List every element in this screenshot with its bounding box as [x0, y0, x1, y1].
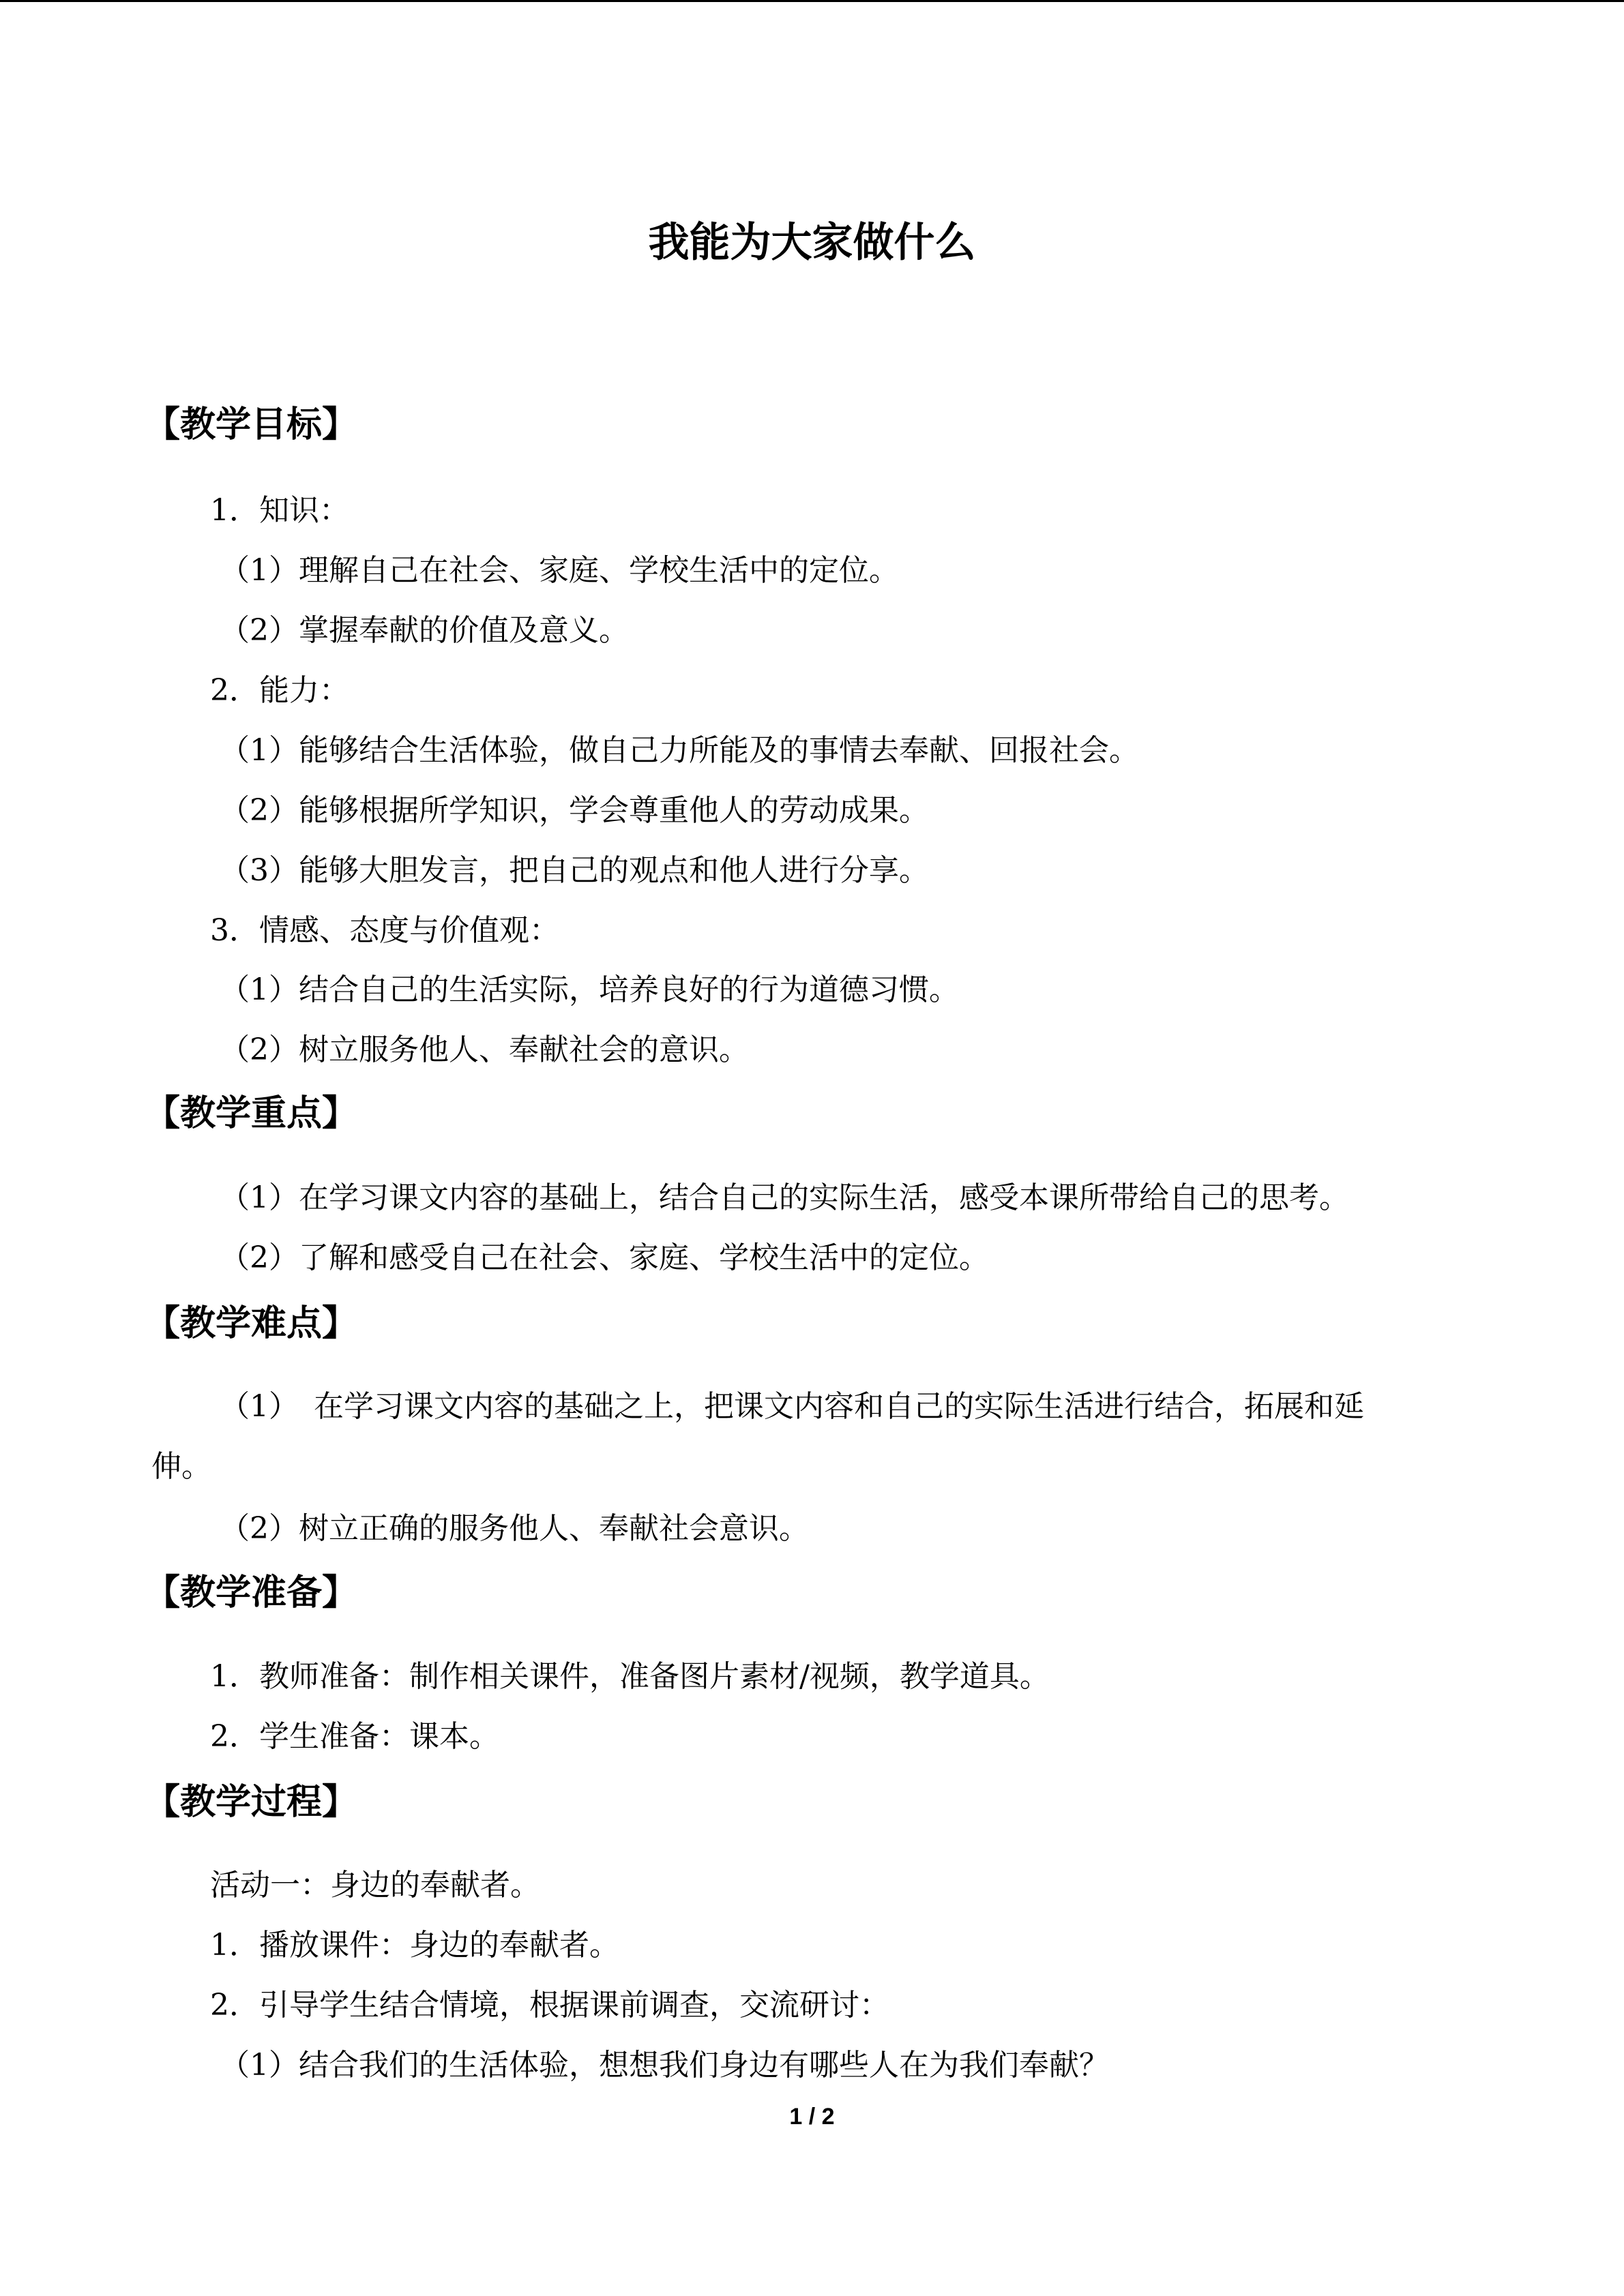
section-heading-objectives: 【教学目标】 — [145, 404, 358, 445]
section-heading-process: 【教学过程】 — [145, 1782, 358, 1823]
difficulty-line: （1） 在学习课文内容的基础之上，把课文内容和自己的实际生活进行结合，拓展和延 — [220, 1389, 1364, 1424]
difficulty-line: 伸。 — [151, 1449, 211, 1484]
objective-line: 1．知识： — [210, 493, 349, 528]
objective-line: （3）能够大胆发言，把自己的观点和他人进行分享。 — [220, 853, 929, 888]
process-line: 活动一：身边的奉献者。 — [210, 1868, 540, 1903]
objective-line: （1）结合自己的生活实际，培养良好的行为道德习惯。 — [220, 972, 959, 1007]
top-border — [0, 0, 1624, 2]
objective-line: （2）树立服务他人、奉献社会的意识。 — [220, 1032, 749, 1067]
preparation-line: 1．教师准备：制作相关课件，准备图片素材/视频，教学道具。 — [210, 1659, 1050, 1694]
objective-line: 3．情感、态度与价值观： — [210, 913, 559, 948]
objective-line: 2．能力： — [210, 673, 349, 708]
key-point-line: （1）在学习课文内容的基础上，结合自己的实际生活，感受本课所带给自己的思考。 — [220, 1180, 1349, 1215]
section-heading-key-points: 【教学重点】 — [145, 1093, 358, 1134]
process-line: （1）结合我们的生活体验，想想我们身边有哪些人在为我们奉献？ — [220, 2048, 1109, 2083]
difficulty-line: （2）树立正确的服务他人、奉献社会意识。 — [220, 1511, 809, 1546]
key-point-line: （2）了解和感受自己在社会、家庭、学校生活中的定位。 — [220, 1240, 989, 1275]
objective-line: （2）掌握奉献的价值及意义。 — [220, 613, 629, 648]
page-number: 1 / 2 — [789, 2104, 835, 2130]
section-heading-preparation: 【教学准备】 — [145, 1572, 358, 1613]
process-line: 2．引导学生结合情境，根据课前调查，交流研讨： — [210, 1988, 889, 2023]
objective-line: （1）理解自己在社会、家庭、学校生活中的定位。 — [220, 553, 899, 588]
process-line: 1．播放课件：身边的奉献者。 — [210, 1928, 619, 1963]
preparation-line: 2．学生准备：课本。 — [210, 1719, 499, 1754]
page-title: 我能为大家做什么 — [648, 219, 976, 267]
section-heading-difficulties: 【教学难点】 — [145, 1303, 358, 1344]
objective-line: （1）能够结合生活体验，做自己力所能及的事情去奉献、回报社会。 — [220, 733, 1139, 768]
objective-line: （2）能够根据所学知识，学会尊重他人的劳动成果。 — [220, 793, 929, 828]
